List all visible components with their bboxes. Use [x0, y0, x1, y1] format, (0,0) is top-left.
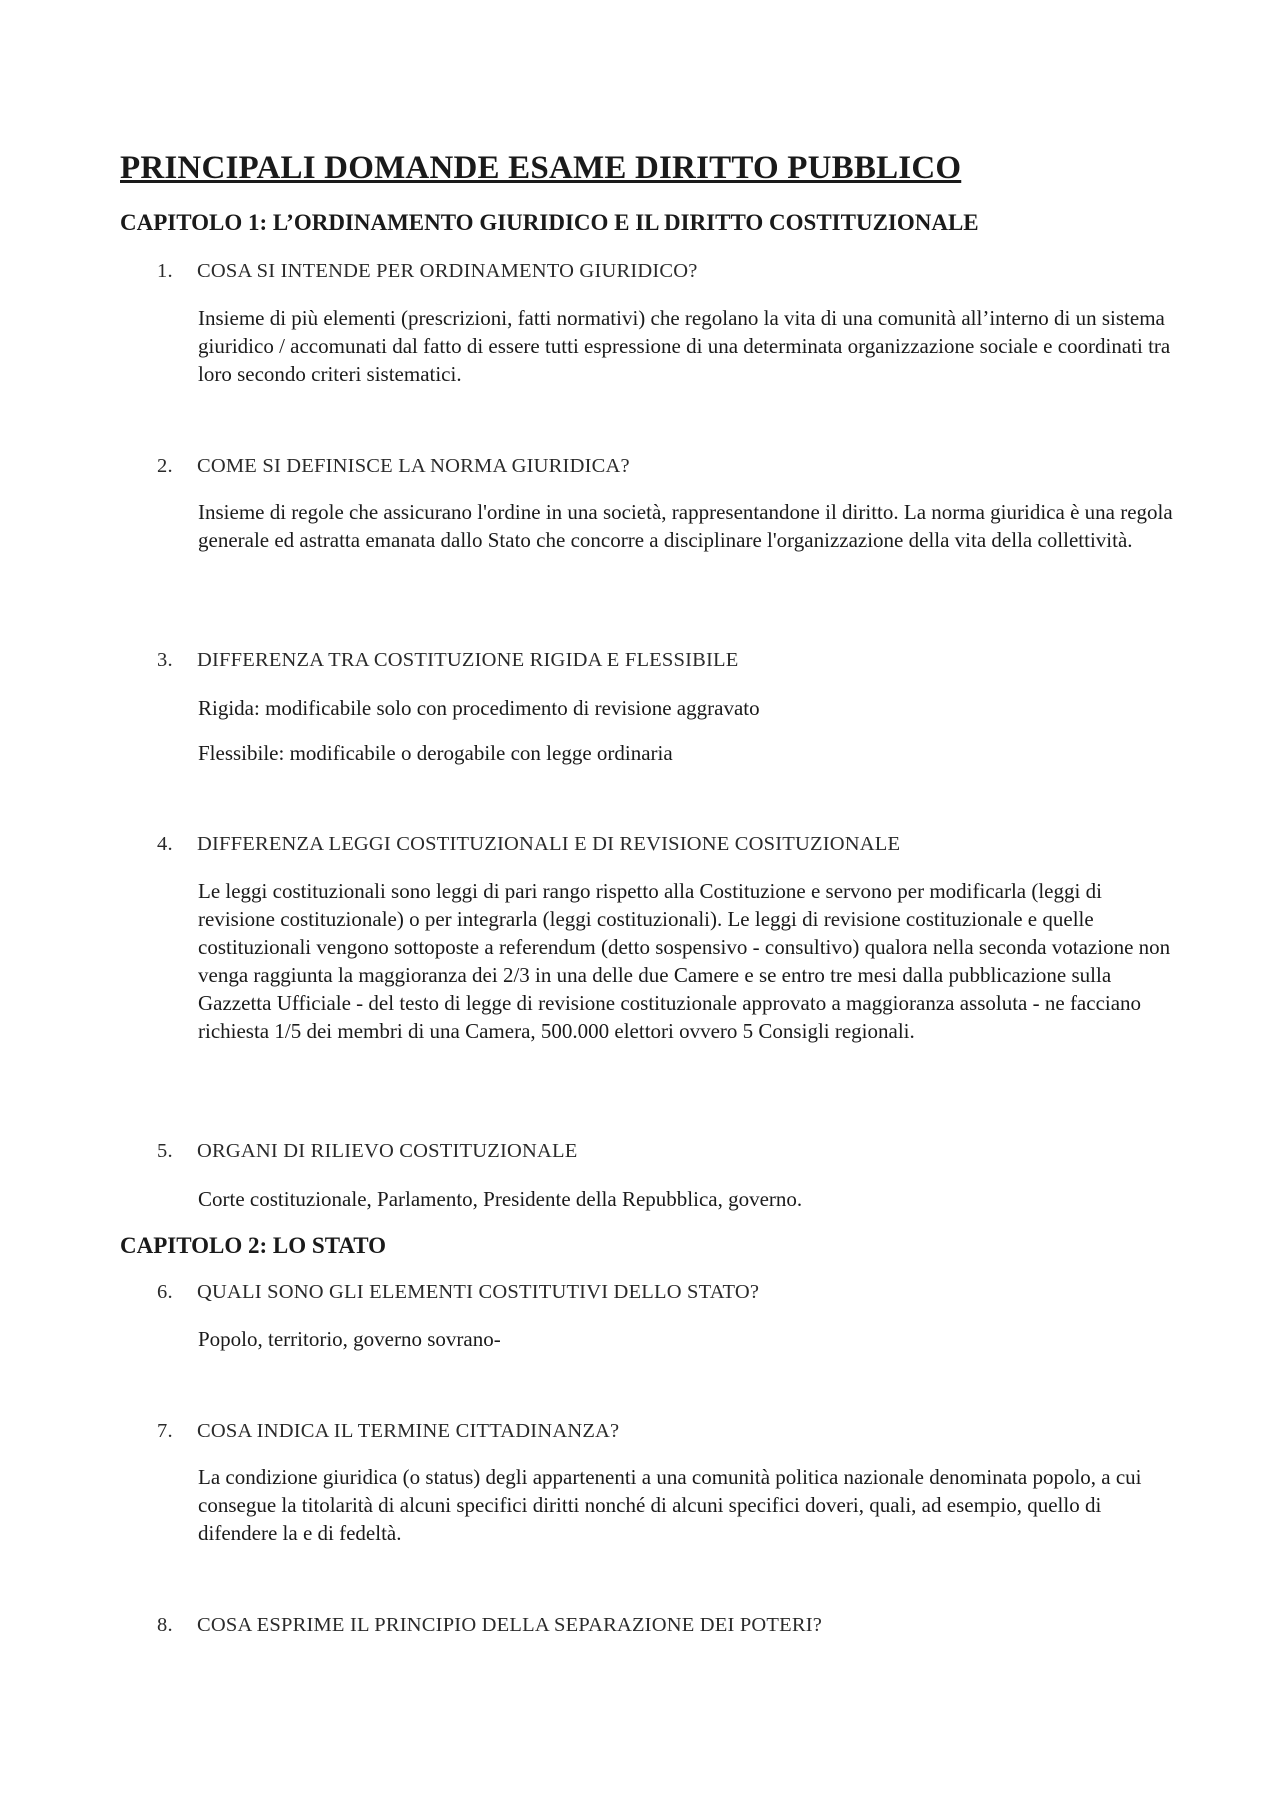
- answer-text: Popolo, territorio, governo sovrano-: [198, 1327, 501, 1351]
- question-item: [157, 455, 630, 478]
- question-number: 1.: [157, 260, 173, 282]
- question-number: 3.: [157, 649, 173, 671]
- question-text: ORGANI DI RILIEVO COSTITUZIONALE: [197, 1140, 578, 1162]
- chapter-heading: CAPITOLO 1: L’ORDINAMENTO GIURIDICO E IL DIRITTO COSTITUZIONALE: [120, 210, 979, 235]
- question-item: [157, 1281, 759, 1304]
- document-title: PRINCIPALI DOMANDE ESAME DIRITTO PUBBLICO: [120, 150, 962, 186]
- question-text: DIFFERENZA TRA COSTITUZIONE RIGIDA E FLESSIBILE: [197, 649, 739, 671]
- question-text: COSA SI INTENDE PER ORDINAMENTO GIURIDICO?: [197, 260, 698, 282]
- question-text: QUALI SONO GLI ELEMENTI COSTITUTIVI DELLO STATO?: [197, 1281, 760, 1303]
- question-item: [157, 649, 738, 672]
- question-number: 6.: [157, 1281, 173, 1303]
- question-number: 4.: [157, 833, 173, 855]
- answer-text: La condizione giuridica (o status) degli appartenenti a una comunità politica nazionale denominata popolo, a cui consegue la titolarità di alcuni specifici diritti nonché di alcuni specifici doveri, quali, ad esempio, quello di difendere la e di fedeltà.: [198, 1465, 1142, 1545]
- question-number: 5.: [157, 1140, 173, 1162]
- question-number: 8.: [157, 1614, 173, 1636]
- question-text: COME SI DEFINISCE LA NORMA GIURIDICA?: [197, 455, 630, 477]
- answer-text: Corte costituzionale, Parlamento, Presidente della Repubblica, governo.: [198, 1187, 803, 1211]
- answer-text: Le leggi costituzionali sono leggi di pari rango rispetto alla Costituzione e servono per modificarla (leggi di revisione costituzionale) o per integrarla (leggi costituzionali). Le leggi di revisione costituzionale e quelle costituzionali vengono sottoposte a referendum (detto sospensivo - consultivo) qualora nella seconda votazione non venga raggiunta la maggioranza dei 2/3 in una delle due Camere e se entro tre mesi dalla pubblicazione sulla Gazzetta Ufficiale - del testo di legge di revisione costituzionale approvato a maggioranza assoluta - ne facciano richiesta 1/5 dei membri di una Camera, 500.000 elettori ovvero 5 Consigli regionali.: [198, 879, 1171, 1043]
- question-number: 2.: [157, 455, 173, 477]
- answer-text: Rigida: modificabile solo con procedimento di revisione aggravato: [198, 696, 760, 720]
- chapter-heading: CAPITOLO 2: LO STATO: [120, 1233, 387, 1258]
- question-item: [157, 260, 698, 283]
- question-number: 7.: [157, 1420, 173, 1442]
- answer-text: Flessibile: modificabile o derogabile con legge ordinaria: [198, 741, 673, 765]
- question-text: COSA INDICA IL TERMINE CITTADINANZA?: [197, 1420, 620, 1442]
- question-text: DIFFERENZA LEGGI COSTITUZIONALI E DI REVISIONE COSITUZIONALE: [197, 833, 901, 855]
- question-item: [157, 1420, 619, 1443]
- answer-text: Insieme di più elementi (prescrizioni, fatti normativi) che regolano la vita di una comunità all’interno di un sistema giuridico / accomunati dal fatto di essere tutti espressione di una determinata organizzazione sociale e coordinati tra loro secondo criteri sistematici.: [198, 306, 1171, 386]
- question-text: COSA ESPRIME IL PRINCIPIO DELLA SEPARAZIONE DEI POTERI?: [197, 1614, 823, 1636]
- question-item: [157, 1614, 822, 1637]
- question-item: [157, 833, 900, 856]
- answer-text: Insieme di regole che assicurano l'ordine in una società, rappresentandone il diritto. La norma giuridica è una regola generale ed astratta emanata dallo Stato che concorre a disciplinare l'organizzazione della vita della collettività.: [198, 500, 1173, 552]
- question-item: [157, 1140, 577, 1163]
